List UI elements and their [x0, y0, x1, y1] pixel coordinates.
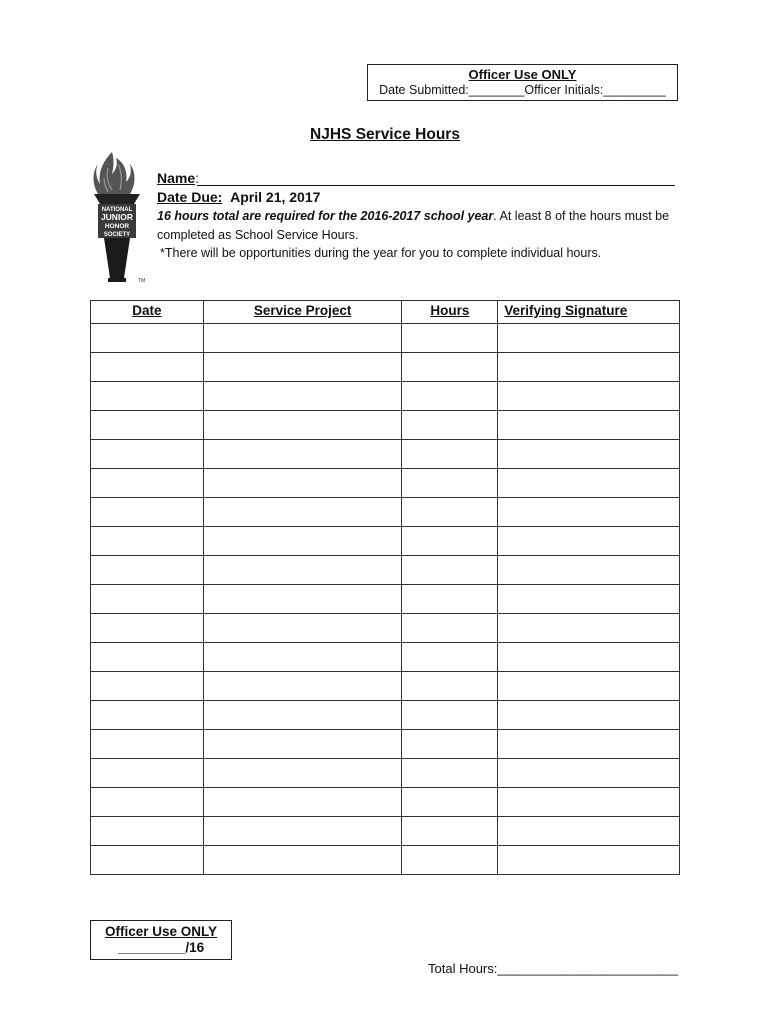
- service-project-cell[interactable]: [203, 759, 402, 788]
- signature-cell[interactable]: [498, 817, 680, 846]
- date-cell[interactable]: [91, 353, 204, 382]
- date-cell[interactable]: [91, 556, 204, 585]
- hours-cell[interactable]: [402, 556, 498, 585]
- service-project-cell[interactable]: [203, 440, 402, 469]
- signature-cell[interactable]: [498, 324, 680, 353]
- header-hours: Hours: [402, 301, 498, 324]
- hours-cell[interactable]: [402, 643, 498, 672]
- date-cell[interactable]: [91, 614, 204, 643]
- service-project-cell[interactable]: [203, 846, 402, 875]
- service-hours-table: [90, 300, 680, 875]
- table-row: [91, 585, 680, 614]
- table-row: [91, 324, 680, 353]
- table-row: [91, 498, 680, 527]
- service-project-cell[interactable]: [203, 788, 402, 817]
- signature-cell[interactable]: [498, 382, 680, 411]
- logo-text-society: SOCIETY: [103, 232, 131, 238]
- table-row: [91, 469, 680, 498]
- signature-cell[interactable]: [498, 585, 680, 614]
- hours-cell[interactable]: [402, 614, 498, 643]
- service-project-cell[interactable]: [203, 556, 402, 585]
- opportunities-note: *There will be opportunities during the year for you to complete individual hours.: [160, 246, 602, 260]
- hours-cell[interactable]: [402, 759, 498, 788]
- date-cell[interactable]: [91, 527, 204, 556]
- date-cell[interactable]: [91, 672, 204, 701]
- service-project-cell[interactable]: [203, 730, 402, 759]
- requirement-rest: . At least 8 of the hours must be completed as School Service Hours.: [157, 209, 670, 242]
- service-project-cell[interactable]: [203, 469, 402, 498]
- table-row: [91, 701, 680, 730]
- date-cell[interactable]: [91, 730, 204, 759]
- hours-cell[interactable]: [402, 701, 498, 730]
- hours-cell[interactable]: [402, 324, 498, 353]
- date-cell[interactable]: [91, 846, 204, 875]
- logo-text-honor: HONOR: [104, 223, 130, 230]
- service-project-cell[interactable]: [203, 672, 402, 701]
- date-cell[interactable]: [91, 759, 204, 788]
- service-project-cell[interactable]: [203, 585, 402, 614]
- date-cell[interactable]: [91, 382, 204, 411]
- name-label: Name: [157, 170, 196, 186]
- page-title: NJHS Service Hours: [310, 126, 460, 143]
- total-hours-field[interactable]: Total Hours:_________________________: [428, 961, 679, 976]
- signature-cell[interactable]: [498, 353, 680, 382]
- date-cell[interactable]: [91, 469, 204, 498]
- date-cell[interactable]: [91, 701, 204, 730]
- date-due-line: [157, 189, 320, 205]
- signature-cell[interactable]: [498, 643, 680, 672]
- officer-use-title: Officer Use ONLY: [468, 67, 577, 82]
- logo-tm: TM: [138, 278, 146, 284]
- hours-cell[interactable]: [402, 353, 498, 382]
- hours-cell[interactable]: [402, 527, 498, 556]
- signature-cell[interactable]: [498, 469, 680, 498]
- hours-cell[interactable]: [402, 672, 498, 701]
- date-cell[interactable]: [91, 411, 204, 440]
- date-cell[interactable]: [91, 788, 204, 817]
- signature-cell[interactable]: [498, 730, 680, 759]
- signature-cell[interactable]: [498, 527, 680, 556]
- date-cell[interactable]: [91, 643, 204, 672]
- hours-cell[interactable]: [402, 469, 498, 498]
- hours-cell[interactable]: [402, 382, 498, 411]
- service-project-cell[interactable]: [203, 324, 402, 353]
- hours-cell[interactable]: [402, 585, 498, 614]
- signature-cell[interactable]: [498, 614, 680, 643]
- table-row: [91, 411, 680, 440]
- date-cell[interactable]: [91, 440, 204, 469]
- service-project-cell[interactable]: [203, 498, 402, 527]
- service-project-cell[interactable]: [203, 817, 402, 846]
- date-cell[interactable]: [91, 585, 204, 614]
- signature-cell[interactable]: [498, 498, 680, 527]
- name-field[interactable]: [197, 185, 675, 186]
- date-cell[interactable]: [91, 817, 204, 846]
- service-project-cell[interactable]: [203, 353, 402, 382]
- signature-cell[interactable]: [498, 846, 680, 875]
- officer-use-box-bottom: [90, 920, 232, 960]
- hours-cell[interactable]: [402, 498, 498, 527]
- hours-cell[interactable]: [402, 440, 498, 469]
- hours-score: _________/16: [117, 940, 205, 955]
- header-date: Date: [91, 301, 204, 324]
- service-project-cell[interactable]: [203, 643, 402, 672]
- hours-cell[interactable]: [402, 411, 498, 440]
- table-row: [91, 614, 680, 643]
- table-header-row: [91, 301, 680, 324]
- table-row: [91, 556, 680, 585]
- officer-use-fields: Date Submitted:________Officer Initials:_________: [379, 83, 666, 97]
- service-project-cell[interactable]: [203, 382, 402, 411]
- table-row: [91, 382, 680, 411]
- table-row: [91, 353, 680, 382]
- table-row: [91, 527, 680, 556]
- hours-cell[interactable]: [402, 846, 498, 875]
- signature-cell[interactable]: [498, 440, 680, 469]
- signature-cell[interactable]: [498, 672, 680, 701]
- date-due-label: Date Due:: [157, 189, 223, 205]
- table-row: [91, 440, 680, 469]
- logo-text-junior: JUNIOR: [100, 212, 134, 222]
- table-row: [91, 730, 680, 759]
- service-project-cell[interactable]: [203, 527, 402, 556]
- njhs-torch-logo: [90, 148, 150, 294]
- table-row: [91, 788, 680, 817]
- instructions: [157, 207, 677, 263]
- signature-cell[interactable]: [498, 701, 680, 730]
- signature-cell[interactable]: [498, 556, 680, 585]
- officer-use-title-bottom: Officer Use ONLY: [104, 924, 218, 939]
- date-due-value: April 21, 2017: [230, 189, 321, 205]
- service-project-cell[interactable]: [203, 411, 402, 440]
- hours-cell[interactable]: [402, 730, 498, 759]
- table-row: [91, 672, 680, 701]
- signature-cell[interactable]: [498, 411, 680, 440]
- table-row: [91, 759, 680, 788]
- header-verifying-signature: Verifying Signature: [498, 301, 680, 324]
- logo-text-national: NATIONAL: [101, 207, 133, 213]
- table-row: [91, 846, 680, 875]
- name-line: Name:: [157, 170, 200, 186]
- date-cell[interactable]: [91, 498, 204, 527]
- table-row: [91, 817, 680, 846]
- hours-cell[interactable]: [402, 788, 498, 817]
- table-row: [91, 643, 680, 672]
- date-cell[interactable]: [91, 324, 204, 353]
- requirement-emphasis: 16 hours total are required for the 2016-2017 school year: [157, 209, 494, 223]
- hours-cell[interactable]: [402, 817, 498, 846]
- signature-cell[interactable]: [498, 759, 680, 788]
- service-project-cell[interactable]: [203, 614, 402, 643]
- service-project-cell[interactable]: [203, 701, 402, 730]
- officer-use-box-top: [367, 64, 678, 101]
- signature-cell[interactable]: [498, 788, 680, 817]
- header-service-project: Service Project: [203, 301, 402, 324]
